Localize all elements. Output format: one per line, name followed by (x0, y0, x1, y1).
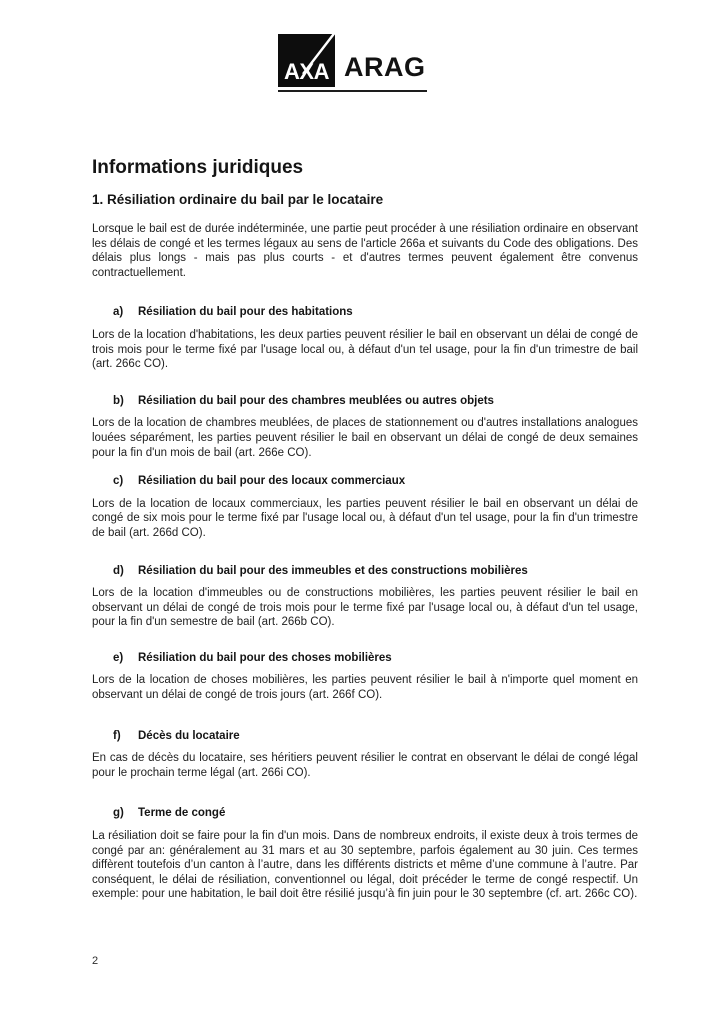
section-title: Résiliation du bail pour des habitations (138, 306, 353, 319)
section-heading-f (92, 729, 638, 744)
section-paragraph-d: Lors de la location d'immeubles ou de constructions mobilières, les parties peuvent résilier le bail en observant un délai de congé de trois mois pour le terme fixé par l'usage local ou, à défaut d'un tel usage, pour la fin d'un semestre de bail (art. 266b CO). (92, 587, 638, 629)
section-title: Résiliation du bail pour des choses mobilières (138, 651, 392, 664)
section-label: d) (113, 564, 124, 577)
section-label: g) (113, 807, 124, 820)
section-paragraph-f: En cas de décès du locataire, ses héritiers peuvent résilier le contrat en observant le délai de congé légal pour le prochain terme légal (art. 266i CO). (92, 752, 638, 779)
section-paragraph-g: La résiliation doit se faire pour la fin d'un mois. Dans de nombreux endroits, il existe deux à trois termes de congé par an: généralement au 31 mars et au 30 septembre, parfois également au 30 juin. Ces termes diffèrent toutefois d’un canton à l’autre, dans les différents districts et même d’une commune à l’autre. Par conséquent, le délai de résiliation, conventionnel ou légal, doit précéder le terme de congé respectif. Un exemple: pour une habitation, le bail doit être résilié jusqu’à fin juin pour le 30 septembre (cf. art. 266c CO). (92, 830, 638, 901)
section-title: Résiliation du bail pour des immeubles et des constructions mobilières (138, 564, 528, 577)
section-heading-e (92, 651, 638, 666)
document-body (92, 156, 638, 902)
arag-logo-text: ARAG (344, 52, 426, 82)
section-paragraph-b: Lors de la location de chambres meublées, de places de stationnement ou d'autres installations analogues louées séparément, les parties peuvent résilier le bail en observant un délai de congé de deux semaines pour la fin d'un mois de bail (art. 266e CO). (92, 417, 638, 459)
section-label: a) (113, 306, 124, 319)
intro-paragraph: Lorsque le bail est de durée indéterminée, une partie peut procéder à une résiliation ordinaire en observant les délais de congé et les termes légaux au sens de l'article 266a et suivants du Code des obligations. Des délais plus longs - mais pas plus courts - et d'autres termes peuvent également être convenus contractuellement. (92, 223, 638, 279)
section-label: b) (113, 394, 124, 407)
axa-logo-letters: AXA (284, 59, 329, 84)
section-title: Terme de congé (138, 807, 226, 820)
section-paragraph-e: Lors de la location de choses mobilières, les parties peuvent résilier le bail à n'importe quel moment en observant un délai de congé de trois jours (art. 266f CO). (92, 674, 638, 702)
page-number: 2 (92, 955, 99, 967)
section-heading-d (92, 564, 638, 579)
section-heading-c (92, 474, 638, 489)
axa-logo-icon (278, 34, 335, 87)
section-heading-b (92, 394, 638, 409)
section-paragraph-a: Lors de la location d'habitations, les deux parties peuvent résilier le bail en observant un délai de congé de trois mois pour le terme fixé par l'usage local ou, à défaut d'un tel usage, pour la fin d'un trimestre de bail (art. 266c CO). (92, 328, 638, 371)
section-heading-g (92, 806, 638, 821)
logo-row (278, 34, 427, 87)
section-heading-a (92, 305, 638, 320)
section-title: Décès du locataire (138, 729, 240, 742)
section-title: Résiliation du bail pour des chambres meublées ou autres objets (138, 394, 494, 407)
section-label: f) (113, 729, 121, 742)
page-title: Informations juridiques (92, 157, 304, 178)
section-label: c) (113, 475, 124, 488)
section-paragraph-c: Lors de la location de locaux commerciaux, les parties peuvent résilier le bail en observant un délai de congé de six mois pour le terme fixé par l'usage local ou, à défaut d'un tel usage, pour la fin d'un trimestre de bail (art. 266d CO). (92, 497, 638, 539)
section-label: e) (113, 651, 124, 664)
axa-arag-logo (278, 34, 427, 92)
section-title: Résiliation du bail pour des locaux commerciaux (138, 475, 406, 488)
logo-underline (278, 90, 427, 92)
chapter-title: 1. Résiliation ordinaire du bail par le locataire (92, 192, 384, 207)
